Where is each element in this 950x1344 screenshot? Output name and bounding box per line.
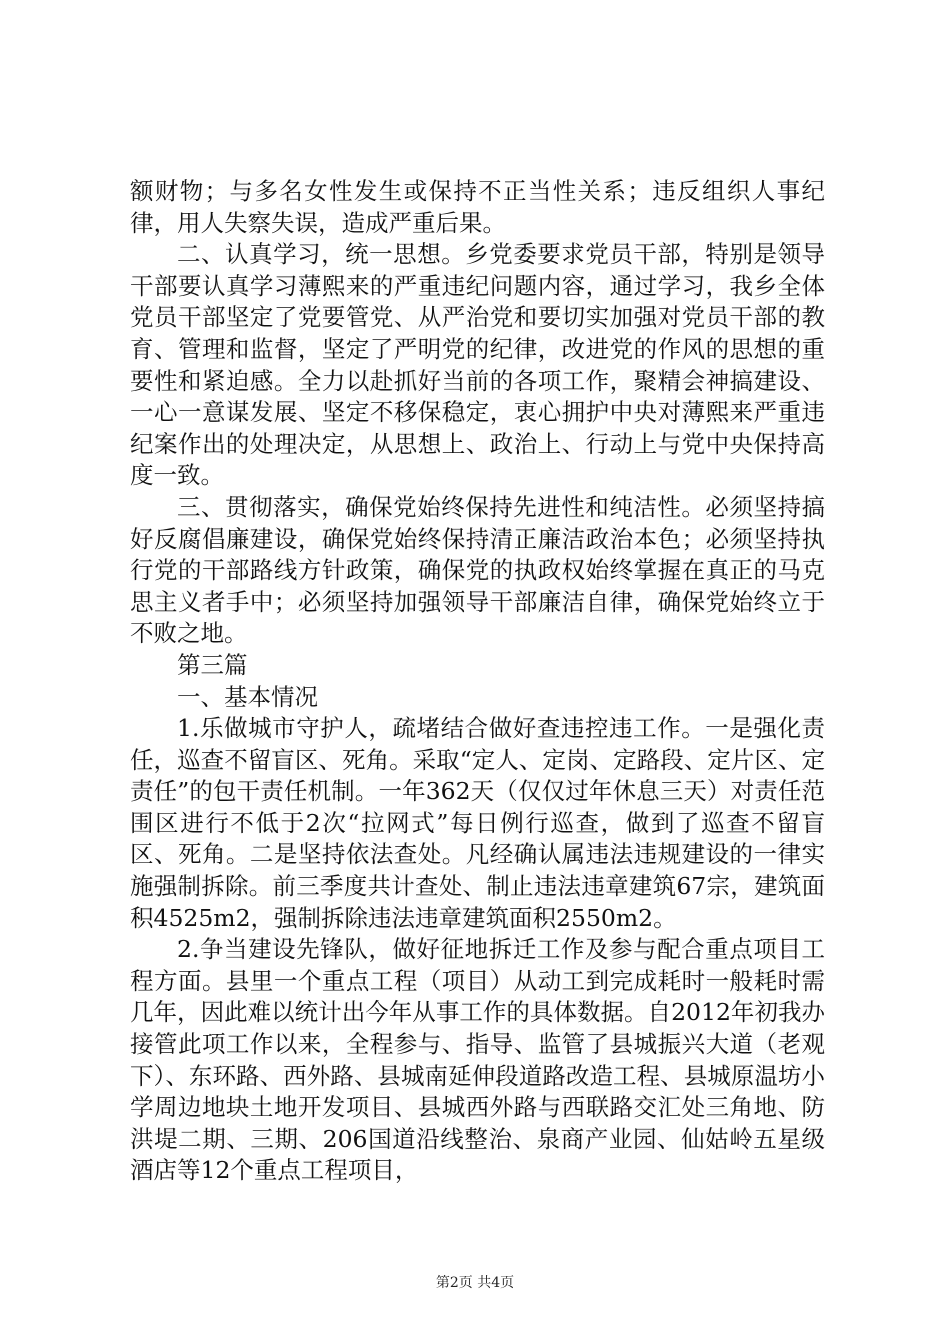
part-heading: 第三篇 (177, 650, 248, 679)
section-heading-basic: 一、基本情况 (177, 682, 318, 711)
paragraph-section-three: 三、贯彻落实，确保党始终保持先进性和纯洁性。必须坚持搞好反腐倡廉建设，确保党始终保持清正廉洁政治本色；必须坚持执行党的干部路线方针政策，确保党的执政权始终掌握在真正的马克思主义者手中；必须坚持加强领导干部廉洁自律，确保党始终立于不败之地。 (130, 492, 825, 648)
paragraph-section-two: 二、认真学习，统一思想。乡党委要求党员干部，特别是领导干部要认真学习薄熙来的严重违纪问题内容，通过学习，我乡全体党员干部坚定了党要管党、从严治党和要切实加强对党员干部的教育、管理和监督，坚定了严明党的纪律，改进党的作风的思想的重要性和紧迫感。全力以赴抓好当前的各项工作，聚精会神搞建设、一心一意谋发展、坚定不移保稳定，衷心拥护中央对薄熙来严重违纪案作出的处理决定，从思想上、政治上、行动上与党中央保持高度一致。 (130, 240, 825, 490)
paragraph-item-two: 2.争当建设先锋队，做好征地拆迁工作及参与配合重点项目工程方面。县里一个重点工程（项目）从动工到完成耗时一般耗时需几年，因此难以统计出今年从事工作的具体数据。自2012年初我办接管此项工作以来，全程参与、指导、监管了县城振兴大道（老观下）、东环路、西外路、县城南延伸段道路改造工程、县城原温坊小学周边地块土地开发项目、县城西外路与西联路交汇处三角地、防洪堤二期、三期、206国道沿线整治、泉商产业园、仙姑岭五星级酒店等12个重点工程项目， (130, 935, 825, 1185)
document-body (130, 176, 825, 1187)
page-number-footer: 第2页 共4页 (435, 1275, 515, 1291)
paragraph-item-one: 1.乐做城市守护人，疏堵结合做好查违控违工作。一是强化责任，巡查不留盲区、死角。采取“定人、定岗、定路段、定片区、定责任”的包干责任机制。一年362天（仅仅过年休息三天）对责任范围区进行不低于2次“拉网式”每日例行巡查，做到了巡查不留盲区、死角。二是坚持依法查处。凡经确认属违法违规建设的一律实施强制拆除。前三季度共计查处、制止违法违章建筑67宗，建筑面积4525m2，强制拆除违法违章建筑面积2550m2。 (130, 714, 825, 932)
paragraph-continuation: 额财物；与多名女性发生或保持不正当性关系；违反组织人事纪律，用人失察失误，造成严重后果。 (130, 177, 825, 237)
